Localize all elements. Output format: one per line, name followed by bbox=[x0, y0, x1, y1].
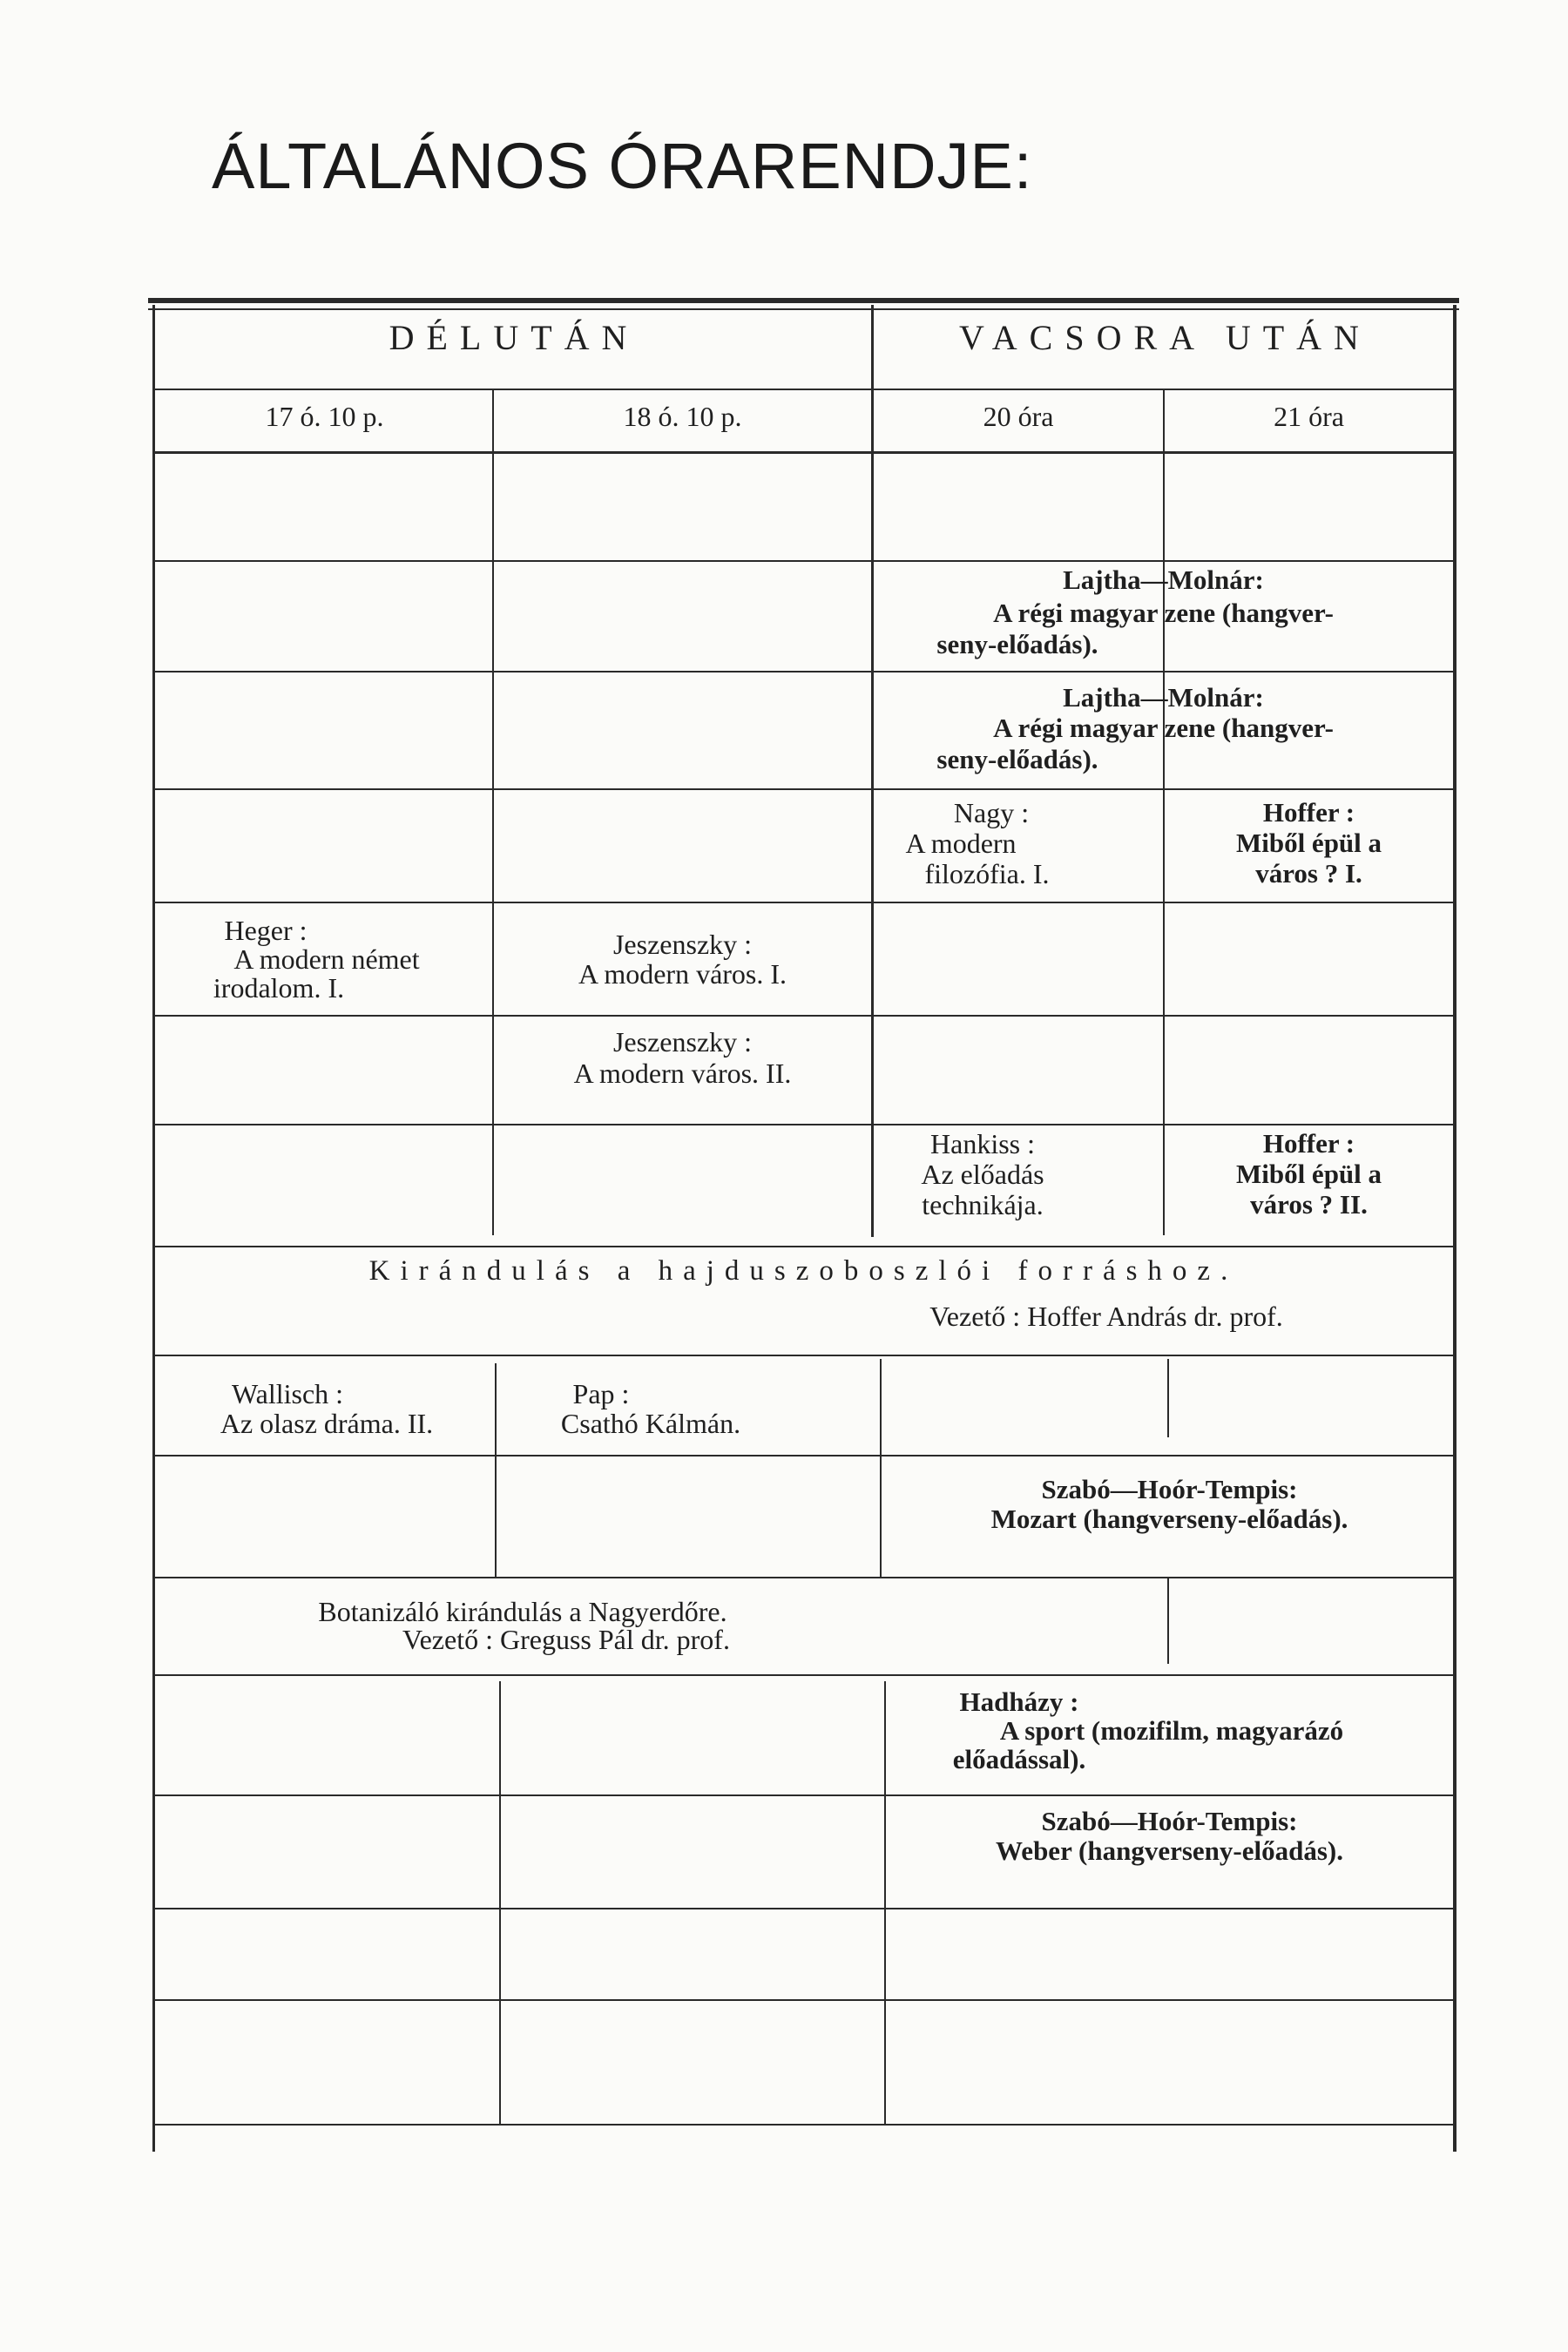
top-rule bbox=[148, 298, 1459, 303]
column-rule bbox=[495, 1363, 497, 1577]
excursion-leader: Vezető : Hoffer András dr. prof. bbox=[929, 1301, 1283, 1332]
row-rule bbox=[152, 389, 1455, 390]
row-rule bbox=[152, 2124, 1455, 2126]
column-rule bbox=[1167, 1577, 1169, 1664]
row-rule bbox=[152, 902, 1455, 903]
page-title: ÁLTALÁNOS ÓRARENDJE: bbox=[212, 130, 1033, 202]
time-20: 20 óra bbox=[983, 401, 1054, 432]
column-rule bbox=[884, 1681, 886, 2126]
row-rule bbox=[152, 1246, 1455, 1247]
header-after-dinner: VACSORA UTÁN bbox=[959, 318, 1371, 357]
top-rule-thin bbox=[148, 308, 1459, 310]
row-rule bbox=[152, 671, 1455, 672]
row-rule bbox=[152, 1355, 1455, 1356]
row-rule bbox=[152, 1015, 1455, 1017]
row-rule bbox=[152, 560, 1455, 562]
column-rule bbox=[152, 305, 155, 2152]
time-18: 18 ó. 10 p. bbox=[623, 401, 742, 432]
column-rule bbox=[492, 390, 494, 1235]
time-17: 17 ó. 10 p. bbox=[265, 401, 384, 432]
column-rule bbox=[1167, 1359, 1169, 1437]
row-rule bbox=[152, 1908, 1455, 1909]
column-rule bbox=[1453, 305, 1456, 2152]
column-rule bbox=[499, 1681, 501, 2126]
row-rule bbox=[152, 1794, 1455, 1796]
row-rule bbox=[152, 1674, 1455, 1676]
row-rule bbox=[152, 1577, 1455, 1578]
row-rule bbox=[152, 1455, 1455, 1456]
row-rule bbox=[152, 788, 1455, 790]
column-rule bbox=[880, 1359, 882, 1577]
row-rule bbox=[152, 451, 1455, 454]
excursion-hajduszoboszlo: Kirándulás a hajduszoboszlói forráshoz. bbox=[368, 1255, 1239, 1287]
time-21: 21 óra bbox=[1274, 401, 1344, 432]
row-rule bbox=[152, 1999, 1455, 2001]
header-afternoon: DÉLUTÁN bbox=[389, 318, 639, 357]
row-rule bbox=[152, 1124, 1455, 1125]
